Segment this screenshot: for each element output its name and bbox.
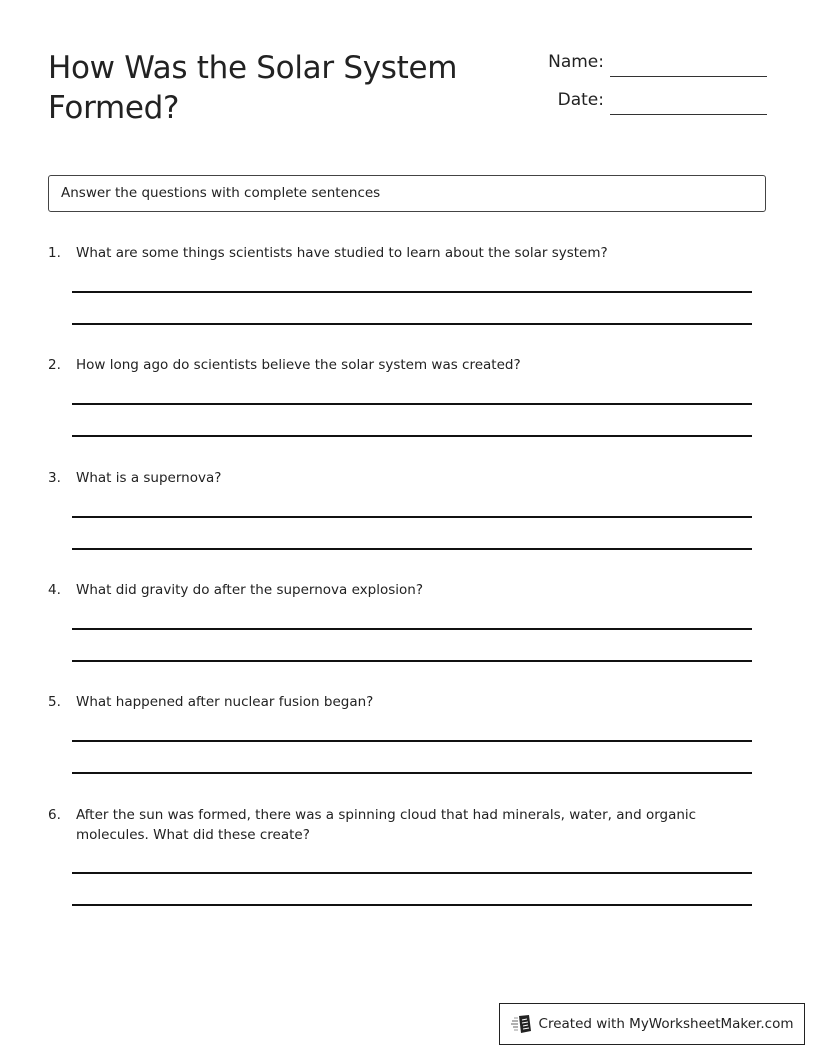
name-label: Name: (548, 52, 604, 72)
answer-line-6b[interactable] (72, 904, 752, 906)
date-label: Date: (557, 90, 604, 110)
question-text: What is a supernova? (76, 470, 222, 486)
answer-line-4b[interactable] (72, 660, 752, 662)
question-number: 2. (48, 357, 61, 373)
answer-line-1a[interactable] (72, 291, 752, 293)
worksheet-title: How Was the Solar System Formed? (48, 50, 458, 126)
footer-text: Created with MyWorksheetMaker.com (538, 1016, 794, 1032)
answer-line-2a[interactable] (72, 403, 752, 405)
footer-credit[interactable] (499, 1003, 805, 1045)
question-number: 6. (48, 807, 61, 823)
worksheet-maker-logo-icon (511, 1014, 533, 1034)
answer-line-1b[interactable] (72, 323, 752, 325)
question-number: 1. (48, 245, 61, 261)
instructions-box: Answer the questions with complete sentences (48, 175, 766, 212)
answer-line-4a[interactable] (72, 628, 752, 630)
answer-line-2b[interactable] (72, 435, 752, 437)
question-text: After the sun was formed, there was a spinning cloud that had minerals, water, and organic molecules. What did these create? (76, 807, 697, 843)
question-number: 4. (48, 582, 61, 598)
answer-line-3b[interactable] (72, 548, 752, 550)
answer-line-3a[interactable] (72, 516, 752, 518)
question-text: How long ago do scientists believe the solar system was created? (76, 357, 521, 373)
answer-line-5a[interactable] (72, 740, 752, 742)
date-input-line[interactable] (610, 114, 767, 115)
question-number: 5. (48, 694, 61, 710)
question-text: What did gravity do after the supernova explosion? (76, 582, 423, 598)
answer-line-6a[interactable] (72, 872, 752, 874)
question-number: 3. (48, 470, 61, 486)
question-text: What are some things scientists have studied to learn about the solar system? (76, 245, 608, 261)
answer-line-5b[interactable] (72, 772, 752, 774)
question-text: What happened after nuclear fusion began? (76, 694, 374, 710)
name-input-line[interactable] (610, 76, 767, 77)
